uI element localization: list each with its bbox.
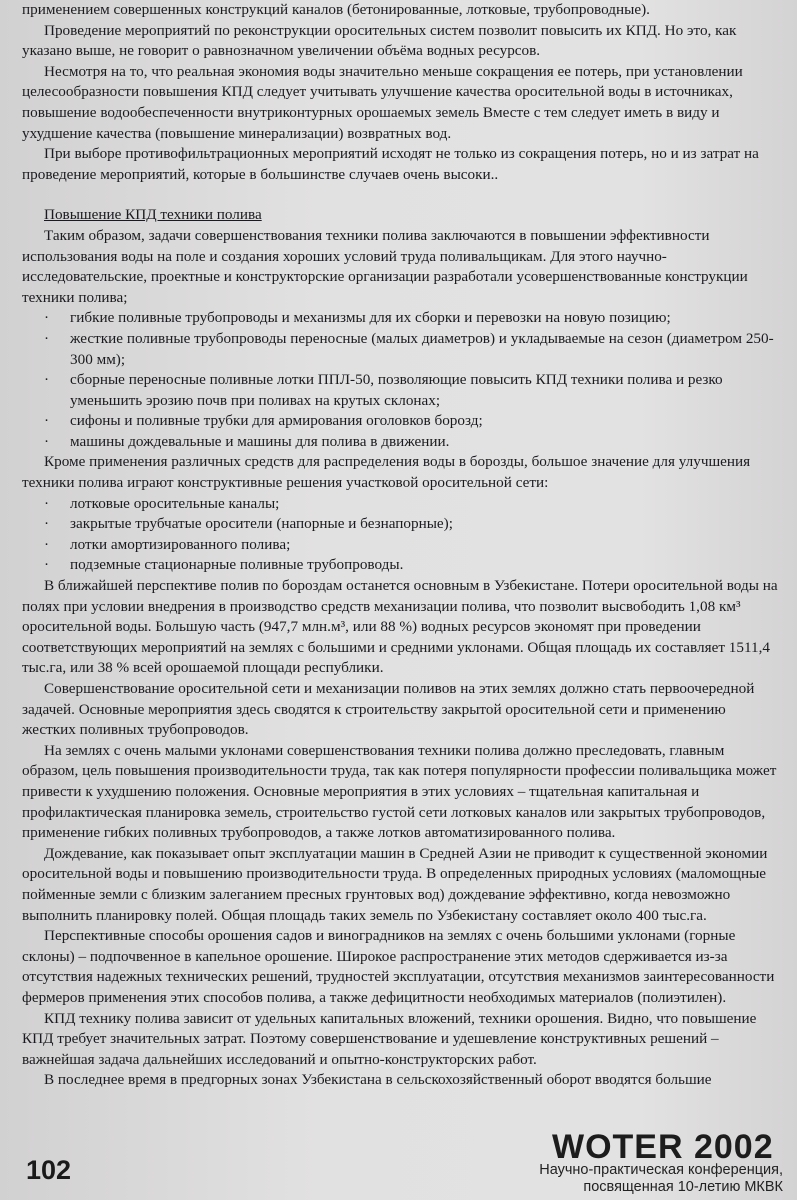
bullet-marker: · [44,371,50,389]
bullet-marker: · [44,494,50,512]
paragraph: При выборе противофильтрационных мероприятий исходят не только из сокращения потерь, но и из затрат на проведение мероприятий, которые в большинстве случаев очень высоки.. [22,145,759,183]
bullet-marker: · [44,412,50,430]
conference-caption-line: Научно-практическая конференция, [539,1162,783,1178]
list-item-text: сифоны и поливные трубки для армирования оголовков борозд; [70,412,483,430]
list-item [22,494,782,515]
list-item-text: закрытые трубчатые оросители (напорные и безнапорные); [70,515,453,533]
list-item [22,555,782,576]
page-number: 102 [26,1155,72,1185]
conference-caption [508,1162,783,1196]
list-item-text: жесткие поливные трубопроводы переносные (малых диаметров) и укладываемые на сезон (диаметром 250-300 мм); [70,329,774,368]
paragraph: Дождевание, как показывает опыт эксплуатации машин в Средней Азии не приводит к существенной экономии оросительной воды и повышению производительности труда. В определенных природных условиях (маломощные пойменные земли с близким залеганием пресных грунтовых вод) дождевание эффективно, когда невозможно выполнить планировку полей. Общая площадь таких земель по Узбекистану составляет около 400 тыс.га. [22,844,768,924]
paragraph: Таким образом, задачи совершенствования техники полива заключаются в повышении эффективности использования воды на поле и создания хороших условий труда поливальщикам. Для этого научно-исследовательские, проектные и конструкторские организации разработали усовершенствованные конструкции техники полива; [22,226,748,306]
paragraph: Кроме применения различных средств для распределения воды в борозды, большое значение для улучшения техники полива играют конструктивные решения участковой оросительной сети: [22,453,751,492]
bullet-marker: · [44,556,50,574]
list-item [22,514,782,535]
bullet-marker: · [44,535,50,553]
section-heading: Повышение КПД техники полива [44,206,262,224]
list-item [22,535,782,556]
list-item [22,432,782,453]
list-item-text: сборные переносные поливные лотки ППЛ-50, позволяющие повысить КПД техники полива и резко уменьшить эрозию почв при поливах на крутых склонах; [70,371,723,409]
bullet-marker: · [44,329,50,347]
list-item [22,370,782,411]
paragraph: КПД технику полива зависит от удельных капитальных вложений, техники орошения. Видно, что повышение КПД требует значительных затрат. Поэтому совершенствование и удешевление конструктивных решений – важнейшая задача дальнейших исследований и опытно-конструкторских работ. [22,1009,757,1068]
list-item-text: гибкие поливные трубопроводы и механизмы для их сборки и перевозки на новую позицию; [70,309,671,327]
bullet-marker: · [44,515,50,533]
conference-caption-line: посвященная 10-летию МКВК [583,1179,783,1195]
list-item [22,411,782,432]
paragraph: В ближайшей перспективе полив по бороздам останется основным в Узбекистане. Потери оросительной воды на полях при условии внедрения в производство средств механизации полива, что позволит высвободить 1,08 км³ оросительной воды. Большую часть (947,7 млн.м³, или 88 %) водных ресурсов экономят при проведении соответствующих мероприятий на землях с большими и средними уклонами. Общая площадь их составляет 1511,4 тыс.га, или 38 % всей орошаемой площади республики. [22,577,778,677]
body-text [22,0,782,1091]
paragraph: На землях с очень малыми уклонами совершенствования техники полива должно преследовать, главным образом, цель повышения производительности труда, так как потеря популярности профессии поливальщика может привести к ухудшению положения. Основные мероприятия в этих условиях – тщательная капитальная и профилактическая планировка земель, строительство густой сети лотковых каналов или закрытых трубопроводов, применение гибких поливных трубопроводов, а также лотков автоматизированного полива. [22,741,777,842]
paragraph: Перспективные способы орошения садов и виноградников на землях с очень большими уклонами (горные склоны) – подпочвенное в капельное орошение. Широкое распространение этих методов сдерживается из-за отсутствия надежных технических решений, трудностей эксплуатации, отсутствия механизмов заинтересованности фермеров применения этих способов полива, а также дефицитности необходимых материалов (полиэтилен). [22,927,775,1006]
bullet-marker: · [44,309,50,327]
list-item-text: лотковые оросительные каналы; [70,494,280,512]
list-item-text: лотки амортизированного полива; [70,535,291,553]
bullet-marker: · [44,432,50,450]
paragraph: применением совершенных конструкций каналов (бетонированные, лотковые, трубопроводные). [22,1,650,18]
conference-logo: WOTER 2002 [552,1128,774,1166]
paragraph: Проведение мероприятий по реконструкции оросительных систем позволит повысить их КПД. Но это, как указано выше, не говорит о равнозначном увеличении объёма водных ресурсов. [22,21,737,60]
paragraph: В последнее время в предгорных зонах Узбекистана в сельскохозяйственный оборот вводятся большие [44,1071,712,1089]
list-item [22,308,782,329]
list-item-text: машины дождевальные и машины для полива в движении. [70,432,450,450]
paragraph: Несмотря на то, что реальная экономия воды значительно меньше сокращения ее потерь, при установлении целесообразности повышения КПД следует учитывать улучшение качества оросительной воды в источниках, повышение водообеспеченности внутриконтурных орошаемых земель Вместе с тем следует иметь в виду и ухудшение качества (повышение минерализации) возвратных вод. [22,62,743,142]
list-item-text: подземные стационарные поливные трубопроводы. [70,556,404,574]
paragraph: Совершенствование оросительной сети и механизации поливов на этих землях должно стать первоочередной задачей. Основные мероприятия здесь сводятся к строительству закрытой оросительной сети и применению жестких поливных трубопроводов. [22,680,755,739]
list-item [22,329,782,370]
